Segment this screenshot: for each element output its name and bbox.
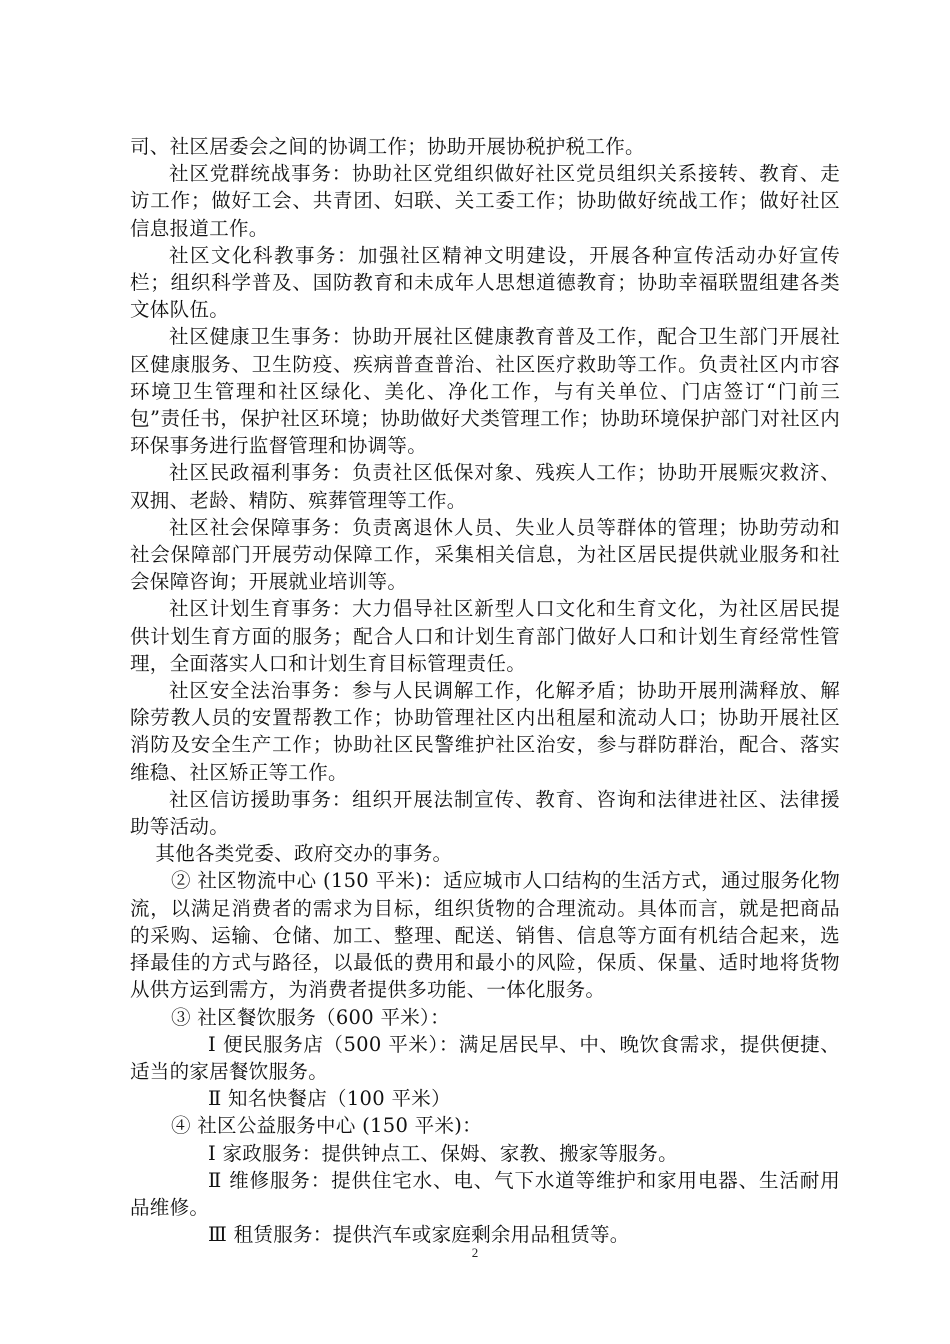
paragraph-civil-welfare: 社区民政福利事务：负责社区低保对象、残疾人工作；协助开展赈灾救济、双拥、老龄、精防、殡葬管理等工作。	[130, 461, 840, 512]
paragraph-party-affairs: 社区党群统战事务：协助社区党组织做好社区党员组织关系接转、教育、走访工作；做好工会、共青团、妇联、关工委工作；协助做好统战工作；做好社区信息报道工作。	[130, 162, 840, 240]
paragraph-convenience-store: Ⅰ 便民服务店（500 平米）：满足居民早、中、晚饮食需求，提供便捷、适当的家居餐饮服务。	[130, 1032, 840, 1083]
paragraph-safety-law: 社区安全法治事务：参与人民调解工作，化解矛盾；协助开展刑满释放、解除劳教人员的安置帮教工作；协助管理社区内出租屋和流动人口；协助开展社区消防及安全生产工作；协助社区民警维护社区治安，参与群防群治，配合、落实维稳、社区矫正等工作。	[130, 679, 840, 784]
paragraph-logistics-center: ② 社区物流中心 (150 平米)：适应城市人口结构的生活方式，通过服务化物流，以满足消费者的需求为目标，组织货物的合理流动。具体而言，就是把商品的采购、运输、仓储、加工、整理、配送、销售、信息等方面有机结合起来，选择最佳的方式与路径，以最低的费用和最小的风险，保质、保量、适时地将货物从供方运到需方，为消费者提供多功能、一体化服务。	[130, 869, 840, 1002]
paragraph-continuation: 司、社区居委会之间的协调工作；协助开展协税护税工作。	[130, 135, 645, 158]
paragraph-fast-food: Ⅱ 知名快餐店（100 平米）	[208, 1087, 451, 1111]
paragraph-repair: Ⅱ 维修服务：提供住宅水、电、气下水道等维护和家用电器、生活耐用品维修。	[130, 1168, 840, 1219]
paragraph-rental: Ⅲ 租赁服务：提供汽车或家庭剩余用品租赁等。	[208, 1223, 630, 1247]
paragraph-family-planning: 社区计划生育事务：大力倡导社区新型人口文化和生育文化，为社区居民提供计划生育方面的服务；配合人口和计划生育部门做好人口和计划生育经常性管理，全面落实人口和计划生育目标管理责任。	[130, 597, 840, 675]
paragraph-housekeeping: Ⅰ 家政服务：提供钟点工、保姆、家教、搬家等服务。	[208, 1141, 678, 1165]
body-text	[130, 133, 840, 1248]
page-number: 2	[471, 1245, 479, 1260]
paragraph-petition-aid: 社区信访援助事务：组织开展法制宣传、教育、咨询和法律进社区、法律援助等活动。	[130, 787, 840, 839]
paragraph-social-security: 社区社会保障事务：负责离退休人员、失业人员等群体的管理；协助劳动和社会保障部门开展劳动保障工作，采集相关信息，为社区居民提供就业服务和社会保障咨询；开展就业培训等。	[130, 515, 840, 594]
paragraph-other-affairs: 其他各类党委、政府交办的事务。	[155, 842, 453, 866]
paragraph-health: 社区健康卫生事务：协助开展社区健康教育普及工作，配合卫生部门开展社区健康服务、卫生防疫、疾病普查普治、社区医疗救助等工作。负责社区内市容环境卫生管理和社区绿化、美化、净化工作，与有关单位、门店签订“门前三包”责任书，保护社区环境；协助做好犬类管理工作；协助环境保护部门对社区内环保事务进行监督管理和协调等。	[130, 325, 840, 458]
paragraph-public-service-heading: ④ 社区公益服务中心 (150 平米)：	[170, 1114, 482, 1138]
paragraph-culture-education: 社区文化科教事务：加强社区精神文明建设，开展各种宣传活动办好宣传栏；组织科学普及、国防教育和未成年人思想道德教育；协助幸福联盟组建各类文体队伍。	[130, 243, 840, 322]
paragraph-catering-heading: ③ 社区餐饮服务（600 平米）：	[170, 1005, 450, 1029]
